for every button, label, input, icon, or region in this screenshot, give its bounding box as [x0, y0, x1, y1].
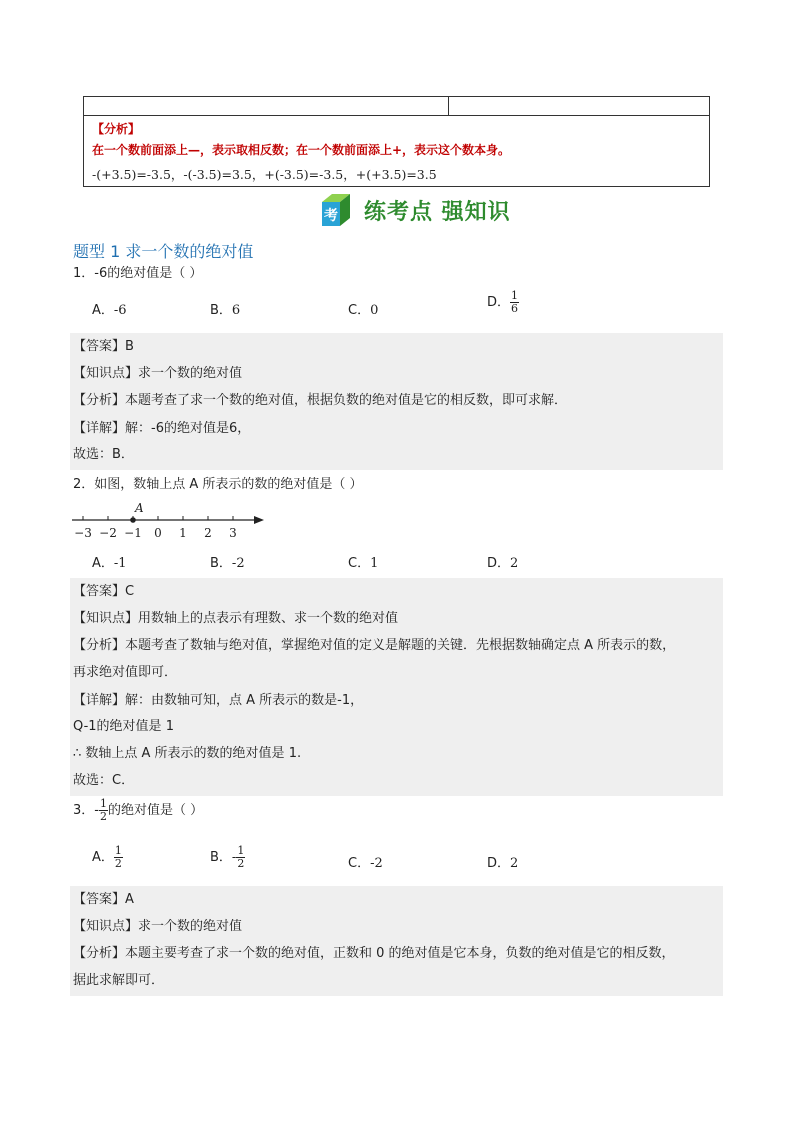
axis-tick-label: 0 — [154, 526, 162, 540]
axis-tick-label: −3 — [74, 526, 92, 540]
q1-knowledge: 【知识点】求一个数的绝对值 — [73, 366, 243, 381]
q1-option-c: C．0 — [348, 303, 379, 318]
q3-option-c: C．-2 — [348, 856, 383, 871]
axis-tick-label: 3 — [229, 526, 237, 540]
q1-answer: 【答案】B — [73, 339, 134, 354]
q1-option-b: B．6 — [210, 303, 241, 318]
fraction: $\frac{1}{6}$ — [511, 289, 519, 315]
analysis-table — [83, 96, 710, 187]
q2-option-d: D．2 — [487, 556, 519, 571]
q3-analysis-2: 据此求解即可． — [73, 973, 165, 988]
q2-option-a: A．-1 — [92, 556, 127, 571]
point-a-label: A — [135, 501, 144, 515]
q2-knowledge: 【知识点】用数轴上的点表示有理数、求一个数的绝对值 — [73, 611, 399, 626]
q2-stem: 2．如图，数轴上点 A 所表示的数的绝对值是（ ） — [73, 477, 363, 492]
section-title: 题型 1 求一个数的绝对值 — [73, 242, 254, 261]
q1-analysis: 【分析】本题考查了求一个数的绝对值，根据负数的绝对值是它的相反数，即可求解． — [73, 393, 568, 408]
axis-tick-label: −2 — [99, 526, 117, 540]
table-formula: -(+3.5)=-3.5，-(-3.5)=3.5，+(-3.5)=-3.5，+(+3.5)=3.5 — [92, 167, 437, 182]
axis-tick-label: 1 — [179, 526, 187, 540]
fraction: $\frac{1}{2}$ — [99, 797, 107, 823]
q2-detail-3: ∴ 数轴上点 A 所表示的数的绝对值是 1. — [73, 746, 302, 761]
banner-title: 练考点 强知识 — [364, 198, 511, 225]
arrow-icon — [254, 516, 264, 524]
svg-text:考: 考 — [324, 208, 338, 224]
q3-knowledge: 【知识点】求一个数的绝对值 — [73, 919, 243, 934]
point-a — [130, 517, 136, 523]
q3-option-b: B．- $\frac{1}{2}$ — [210, 844, 245, 870]
q2-analysis-1: 【分析】本题考查了数轴与绝对值，掌握绝对值的定义是解题的关键．先根据数轴确定点 A 所表示的数， — [73, 638, 676, 653]
q2-option-c: C．1 — [348, 556, 379, 571]
q3-analysis-1: 【分析】本题主要考查了求一个数的绝对值，正数和 0 的绝对值是它本身，负数的绝对值是它的相反数， — [73, 946, 675, 961]
section-banner — [318, 191, 511, 229]
q2-choose: 故选：C． — [73, 773, 135, 788]
q1-option-a: A．-6 — [92, 303, 127, 318]
axis-tick-label: 2 — [204, 526, 212, 540]
axis-tick-label: −1 — [124, 526, 142, 540]
q1-detail: 【详解】解：-6的绝对值是6， — [73, 421, 251, 436]
fraction: $\frac{1}{2}$ — [237, 844, 245, 870]
q3-option-d: D．2 — [487, 856, 519, 871]
q3-option-a: A． $\frac{1}{2}$ — [92, 844, 122, 870]
q1-choose: 故选：B． — [73, 447, 134, 462]
q1-option-d: D． $\frac{1}{6}$ — [487, 289, 519, 315]
q2-detail-1: 【详解】解：由数轴可知，点 A 所表示的数是-1， — [73, 693, 364, 708]
table-analysis-text: 在一个数前面添上—，表示取相反数；在一个数前面添上+，表示这个数本身。 — [92, 143, 511, 157]
cube-icon — [318, 192, 354, 228]
q3-answer: 【答案】A — [73, 892, 134, 907]
q3-solution-box — [70, 886, 723, 996]
table-header-row — [84, 97, 709, 116]
q2-option-b: B．-2 — [210, 556, 245, 571]
q2-answer: 【答案】C — [73, 584, 135, 599]
table-analysis-label: 【分析】 — [92, 122, 141, 136]
fraction: $\frac{1}{2}$ — [114, 844, 122, 870]
q3-stem: 3．- $\frac{1}{2}$ 的绝对值是（ ） — [73, 797, 204, 823]
table-divider — [448, 97, 449, 115]
number-line — [68, 498, 268, 542]
q2-analysis-2: 再求绝对值即可． — [73, 665, 178, 680]
q1-stem: 1．-6的绝对值是（ ） — [73, 266, 203, 281]
q2-detail-2: Q-1的绝对值是 1 — [73, 719, 174, 734]
